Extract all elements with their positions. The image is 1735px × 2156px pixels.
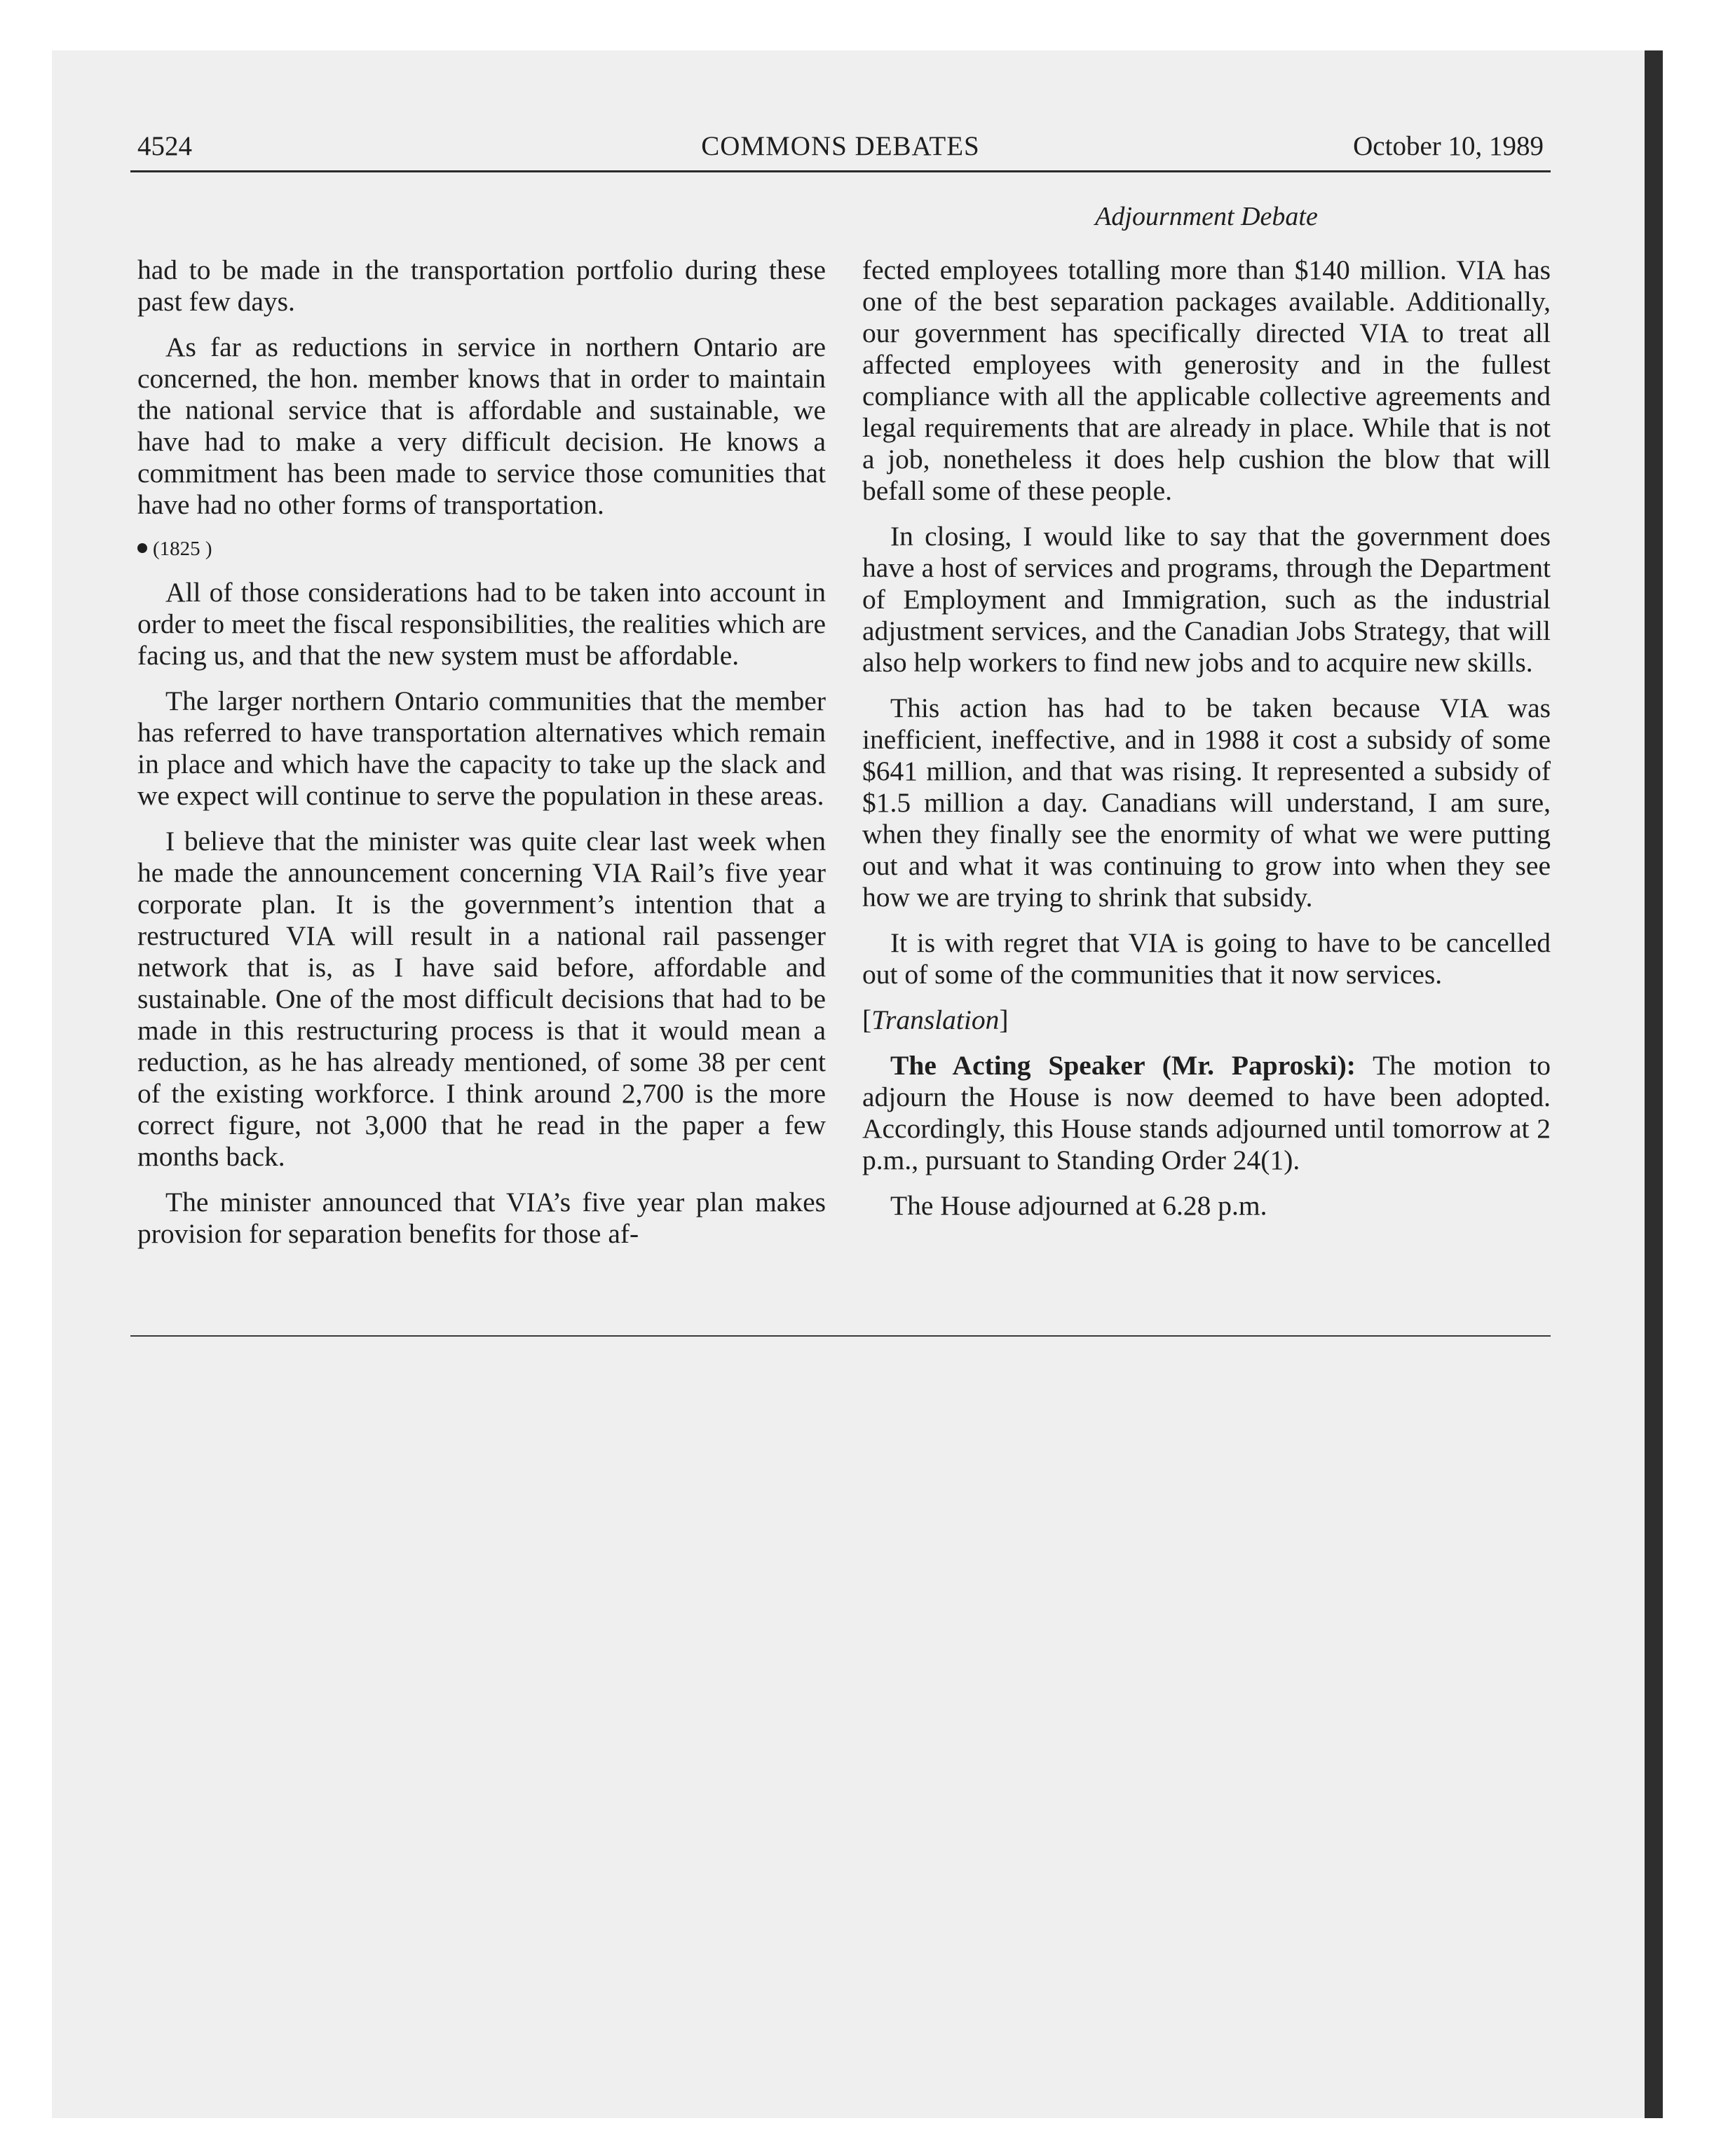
paragraph: All of those considerations had to be taken into account in order to meet the fiscal responsibilities, the realities which are facing us, and that the new system must be affordable. [137,577,826,671]
paragraph: I believe that the minister was quite clear last week when he made the announcement concerning VIA Rail’s five year corporate plan. It is the government’s intention that a restructured VIA will result in a national rail passenger network that is, as I have said before, affordable and sustainable. One of the most difficult decisions that had to be made in this restructuring process is that it would mean a reduction, as he has already mentioned, of some 38 per cent of the existing workforce. I think around 2,700 is the more correct figure, not 3,000 that he read in the paper a few months back. [137,826,826,1172]
speaker-name: The Acting Speaker (Mr. Paproski): [890,1050,1356,1081]
translation-label: Translation [871,1004,1000,1035]
paragraph: This action has had to be taken because VIA was inefficient, ineffective, and in 1988 it cost a subsidy of some $641 million, and that was rising. It represented a subsidy of $1.5 million a day. Canadians will understand, I am sure, when they finally see the enormity of what we were putting out and what it was continuing to grow into when they see how we are trying to shrink that subsidy. [862,692,1551,913]
paragraph: The larger northern Ontario communities that the member has referred to have transportation alternatives which remain in place and which have the capacity to take up the slack and we expect will continue to serve the population in these areas. [137,685,826,811]
header-date: October 10, 1989 [1353,131,1544,161]
translation-marker: [Translation] [862,1004,1009,1035]
paragraph: fected employees totalling more than $140 million. VIA has one of the best separation packages available. Additionally, our government has specifically directed VIA to treat all affected employees with generosity and in the fullest compliance with all the applicable collective agreements and legal requirements that are already in place. While that is not a job, nonetheless it does help cushion the blow that will befall some of these people. [862,254,1551,506]
journal-title: COMMONS DEBATES [701,131,980,161]
scan-edge-shadow [1645,50,1663,2118]
right-column [862,254,1551,1236]
bullet-icon [137,543,147,553]
page-header [130,128,1551,170]
adjournment-line: The House adjourned at 6.28 p.m. [890,1190,1267,1221]
section-heading: Adjournment Debate [1095,202,1318,231]
paragraph: had to be made in the transportation portfolio during these past few days. [137,254,826,317]
left-column [137,254,826,1264]
header-rule [130,170,1551,172]
paragraph: The minister announced that VIA’s five year plan makes provision for separation benefits for those af- [137,1187,826,1249]
timestamp-text: (1825 ) [153,538,212,560]
speaker-paragraph [862,1050,1551,1176]
paragraph: As far as reductions in service in northern Ontario are concerned, the hon. member knows that in order to maintain the national service that is affordable and sustainable, we have had to make a very difficult decision. He knows a commitment has been made to service those comunities that have had no other forms of transportation. [137,332,826,520]
speaker-text: The motion to adjourn the House is now deemed to have been adopted. Accordingly, this House stands adjourned until tomorrow at 2 p.m., pursuant to Standing Order 24(1). [862,1050,1551,1175]
paragraph: It is with regret that VIA is going to have to be cancelled out of some of the communities that it now services. [862,927,1551,990]
page-number: 4524 [137,131,192,161]
timestamp [137,535,826,563]
paragraph: In closing, I would like to say that the government does have a host of services and programs, through the Department of Employment and Immigration, such as the industrial adjustment services, and the Canadian Jobs Strategy, that will also help workers to find new jobs and to acquire new skills. [862,521,1551,678]
footer-rule [130,1335,1551,1337]
